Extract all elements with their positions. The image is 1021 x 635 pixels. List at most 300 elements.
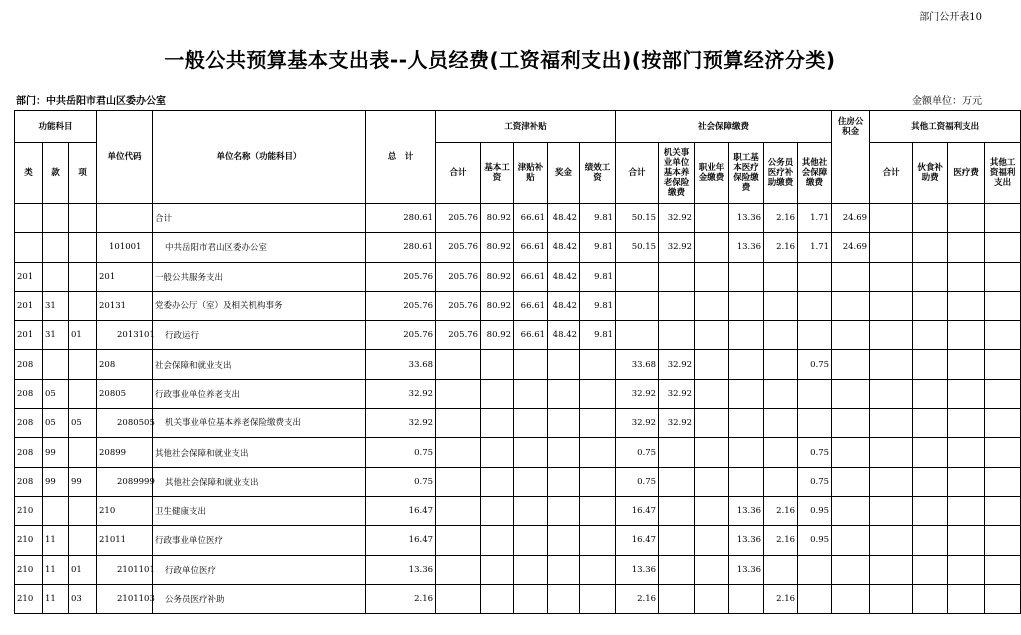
cell-lei: 210 [15,584,43,613]
cell-other [948,467,985,496]
cell-wage [548,496,580,525]
cell-wage [580,379,616,408]
cell-lei: 208 [15,467,43,496]
cell-other [870,467,913,496]
cell-other [948,584,985,613]
cell-social: 32.92 [659,379,695,408]
cell-kuan [43,350,69,379]
cell-other [913,204,948,233]
cell-housing [832,438,870,467]
cell-wage [580,409,616,438]
cell-social: 0.95 [798,496,832,525]
cell-housing: 24.69 [832,233,870,262]
cell-wage [514,555,548,584]
cell-other [985,233,1021,262]
cell-social [659,321,695,350]
cell-social [764,321,798,350]
cell-total: 2.16 [366,584,436,613]
cell-housing [832,526,870,555]
cell-other [985,409,1021,438]
cell-total: 32.92 [366,409,436,438]
cell-housing [832,409,870,438]
cell-housing [832,496,870,525]
header-wage-col: 津贴补贴 [514,143,548,204]
cell-lei: 208 [15,438,43,467]
table-number-label: 部门公开表10 [919,12,982,23]
cell-unit-code: 2101103 [97,584,153,613]
header-housing-fund: 住房公积金 [832,111,870,204]
cell-other [985,350,1021,379]
cell-other [948,438,985,467]
cell-social [729,291,764,320]
cell-wage: 205.76 [436,321,481,350]
cell-housing: 24.69 [832,204,870,233]
cell-other [870,262,913,291]
cell-total: 280.61 [366,233,436,262]
cell-unit-name: 行政运行 [153,321,366,350]
cell-social [659,526,695,555]
cell-xiang: 01 [69,555,97,584]
cell-social: 2.16 [764,233,798,262]
cell-social [729,350,764,379]
cell-housing [832,379,870,408]
cell-wage: 9.81 [580,233,616,262]
cell-wage [548,350,580,379]
cell-social [764,555,798,584]
cell-social [659,584,695,613]
cell-kuan [43,204,69,233]
cell-other [948,233,985,262]
header-func-subject: 功能科目 [15,111,97,143]
cell-other [948,379,985,408]
cell-xiang: 01 [69,321,97,350]
cell-other [870,409,913,438]
cell-social: 16.47 [616,526,659,555]
cell-xiang: 05 [69,409,97,438]
cell-total: 205.76 [366,262,436,291]
cell-wage: 48.42 [548,321,580,350]
cell-other [913,262,948,291]
cell-xiang [69,233,97,262]
cell-kuan: 31 [43,291,69,320]
cell-total: 0.75 [366,467,436,496]
cell-kuan: 11 [43,584,69,613]
cell-social [798,321,832,350]
cell-unit-name: 其他社会保障和就业支出 [153,467,366,496]
cell-wage [436,526,481,555]
cell-kuan: 05 [43,409,69,438]
cell-xiang [69,379,97,408]
cell-wage [436,379,481,408]
header-other-col: 其他工资福利支出 [985,143,1021,204]
cell-unit-name: 中共岳阳市君山区委办公室 [153,233,366,262]
page-title: 一般公共预算基本支出表--人员经费(工资福利支出)(按部门预算经济分类) [164,48,836,72]
cell-unit-code: 20805 [97,379,153,408]
cell-wage: 9.81 [580,291,616,320]
cell-xiang [69,526,97,555]
cell-unit-code [97,204,153,233]
cell-xiang: 03 [69,584,97,613]
cell-social [695,262,729,291]
cell-other [913,467,948,496]
cell-social: 0.75 [798,438,832,467]
cell-wage [514,438,548,467]
cell-other [948,409,985,438]
header-social-col: 职工基本医疗保险缴费 [729,143,764,204]
cell-wage: 80.92 [481,291,514,320]
cell-wage [548,438,580,467]
cell-housing [832,584,870,613]
cell-other [870,204,913,233]
cell-social: 2.16 [764,526,798,555]
cell-xiang: 99 [69,467,97,496]
header-unit-name: 单位名称（功能科目） [153,111,366,204]
cell-other [913,438,948,467]
cell-other [948,262,985,291]
cell-kuan: 05 [43,379,69,408]
cell-wage: 66.61 [514,233,548,262]
cell-wage [580,438,616,467]
table-row [15,291,1021,320]
header-lei: 类 [15,143,43,204]
cell-other [913,526,948,555]
cell-housing [832,467,870,496]
table-row [15,438,1021,467]
cell-unit-name: 党委办公厅（室）及相关机构事务 [153,291,366,320]
cell-other [948,321,985,350]
cell-social [695,204,729,233]
cell-unit-code: 2101101 [97,555,153,584]
cell-social [764,438,798,467]
cell-housing [832,262,870,291]
cell-total: 205.76 [366,321,436,350]
cell-social [659,438,695,467]
cell-other [913,496,948,525]
cell-social: 13.36 [729,496,764,525]
cell-wage: 66.61 [514,321,548,350]
cell-social [695,379,729,408]
cell-wage [436,350,481,379]
cell-unit-code: 20131 [97,291,153,320]
cell-wage: 48.42 [548,233,580,262]
cell-other [913,555,948,584]
cell-lei: 208 [15,409,43,438]
table-row [15,467,1021,496]
cell-wage [548,467,580,496]
table-body [15,204,1021,614]
cell-wage: 66.61 [514,204,548,233]
cell-wage [514,409,548,438]
cell-other [948,291,985,320]
header-total: 总 计 [366,111,436,204]
cell-social [695,496,729,525]
department-label: 部门：中共岳阳市君山区委办公室 [16,96,166,107]
cell-wage [580,555,616,584]
cell-social: 0.75 [616,467,659,496]
cell-social: 32.92 [659,409,695,438]
cell-social [616,321,659,350]
cell-lei: 210 [15,555,43,584]
cell-other [870,291,913,320]
cell-other [913,233,948,262]
cell-wage [514,584,548,613]
cell-lei: 201 [15,262,43,291]
cell-social: 0.75 [616,438,659,467]
cell-unit-code: 2013101 [97,321,153,350]
cell-social [764,467,798,496]
cell-wage [514,379,548,408]
cell-wage: 80.92 [481,233,514,262]
cell-xiang [69,438,97,467]
cell-wage: 80.92 [481,321,514,350]
header-kuan: 款 [43,143,69,204]
cell-social [616,291,659,320]
cell-wage [514,350,548,379]
cell-wage: 9.81 [580,262,616,291]
cell-wage [481,467,514,496]
cell-unit-name: 其他社会保障和就业支出 [153,438,366,467]
cell-unit-code: 210 [97,496,153,525]
cell-unit-name: 公务员医疗补助 [153,584,366,613]
cell-kuan: 99 [43,438,69,467]
cell-wage: 9.81 [580,204,616,233]
cell-unit-code: 20899 [97,438,153,467]
cell-social: 2.16 [764,584,798,613]
cell-kuan [43,262,69,291]
cell-kuan [43,233,69,262]
cell-other [870,496,913,525]
cell-housing [832,291,870,320]
cell-total: 280.61 [366,204,436,233]
table-row [15,204,1021,233]
cell-lei: 208 [15,379,43,408]
cell-wage [436,496,481,525]
cell-other [985,262,1021,291]
cell-wage [548,526,580,555]
cell-xiang [69,262,97,291]
cell-lei: 210 [15,496,43,525]
cell-total: 33.68 [366,350,436,379]
cell-social [695,584,729,613]
cell-social: 32.92 [659,233,695,262]
header-wage-group: 工资津补贴 [436,111,616,143]
cell-other [985,526,1021,555]
cell-xiang [69,204,97,233]
cell-social [764,262,798,291]
cell-other [870,584,913,613]
cell-wage: 66.61 [514,262,548,291]
cell-wage [580,526,616,555]
cell-wage [580,584,616,613]
cell-wage [481,496,514,525]
cell-xiang [69,350,97,379]
cell-wage [548,584,580,613]
cell-social [798,379,832,408]
cell-wage [481,379,514,408]
cell-social [695,526,729,555]
table-row [15,584,1021,613]
cell-wage: 205.76 [436,291,481,320]
cell-social [659,467,695,496]
cell-wage [436,438,481,467]
cell-other [870,321,913,350]
cell-social: 16.47 [616,496,659,525]
cell-social [798,584,832,613]
cell-unit-name: 行政单位医疗 [153,555,366,584]
cell-other [913,291,948,320]
table-row [15,321,1021,350]
cell-other [870,379,913,408]
cell-kuan: 11 [43,555,69,584]
cell-wage: 80.92 [481,204,514,233]
cell-other [985,204,1021,233]
header-social-col: 机关事业单位基本养老保险缴费 [659,143,695,204]
cell-social: 50.15 [616,233,659,262]
cell-other [913,584,948,613]
cell-wage: 48.42 [548,291,580,320]
cell-other [985,291,1021,320]
cell-wage [436,409,481,438]
cell-social: 0.95 [798,526,832,555]
cell-other [985,555,1021,584]
cell-social [729,262,764,291]
cell-lei: 210 [15,526,43,555]
cell-wage [481,438,514,467]
header-wage-col: 基本工资 [481,143,514,204]
cell-other [948,526,985,555]
cell-total: 0.75 [366,438,436,467]
cell-wage [481,409,514,438]
cell-total: 13.36 [366,555,436,584]
header-social-col: 职业年金缴费 [695,143,729,204]
cell-social [798,555,832,584]
cell-unit-code: 21011 [97,526,153,555]
cell-other [948,555,985,584]
cell-wage: 48.42 [548,262,580,291]
cell-social [695,555,729,584]
cell-housing [832,350,870,379]
cell-social: 1.71 [798,233,832,262]
amount-unit-label: 金额单位：万元 [912,96,982,107]
cell-unit-name: 行政事业单位养老支出 [153,379,366,408]
cell-lei: 201 [15,321,43,350]
cell-lei [15,233,43,262]
cell-social [659,496,695,525]
cell-social: 2.16 [616,584,659,613]
cell-social [764,379,798,408]
cell-social: 13.36 [616,555,659,584]
cell-wage [548,409,580,438]
cell-social [798,409,832,438]
cell-wage [514,496,548,525]
cell-social: 32.92 [616,379,659,408]
table-row [15,496,1021,525]
cell-wage [580,467,616,496]
cell-wage [580,496,616,525]
cell-unit-name: 行政事业单位医疗 [153,526,366,555]
cell-other [913,321,948,350]
cell-other [985,321,1021,350]
header-other-group: 其他工资福利支出 [870,111,1021,143]
cell-social [764,350,798,379]
cell-other [985,496,1021,525]
cell-social [798,262,832,291]
cell-wage [548,555,580,584]
header-xiang: 项 [69,143,97,204]
cell-wage [580,350,616,379]
cell-unit-code: 101001 [97,233,153,262]
cell-social [695,350,729,379]
cell-wage: 80.92 [481,262,514,291]
cell-unit-name: 卫生健康支出 [153,496,366,525]
header-social-group: 社会保障缴费 [616,111,832,143]
cell-kuan: 99 [43,467,69,496]
budget-table [14,110,1021,614]
cell-other [913,350,948,379]
cell-other [985,438,1021,467]
cell-other [870,526,913,555]
header-social-col: 公务员医疗补助缴费 [764,143,798,204]
cell-wage [481,350,514,379]
cell-social [729,467,764,496]
cell-total: 16.47 [366,496,436,525]
cell-wage: 205.76 [436,262,481,291]
table-row [15,379,1021,408]
cell-other [870,555,913,584]
table-row [15,262,1021,291]
cell-other [948,496,985,525]
cell-social [695,438,729,467]
cell-wage [436,467,481,496]
cell-social [659,262,695,291]
table-row [15,526,1021,555]
cell-social: 13.36 [729,526,764,555]
cell-unit-name: 机关事业单位基本养老保险缴费支出 [153,409,366,438]
cell-xiang [69,496,97,525]
cell-unit-code: 201 [97,262,153,291]
cell-other [948,204,985,233]
cell-other [913,379,948,408]
cell-wage [481,555,514,584]
header-social-col: 其他社会保障缴费 [798,143,832,204]
cell-social [798,291,832,320]
header-other-col: 医疗费 [948,143,985,204]
header-other-col: 合计 [870,143,913,204]
cell-wage: 205.76 [436,233,481,262]
cell-kuan: 11 [43,526,69,555]
cell-xiang [69,291,97,320]
cell-social: 0.75 [798,467,832,496]
header-other-col: 伙食补助费 [913,143,948,204]
cell-social: 50.15 [616,204,659,233]
cell-social [659,291,695,320]
cell-wage: 66.61 [514,291,548,320]
cell-wage [481,584,514,613]
cell-other [948,350,985,379]
cell-social: 0.75 [798,350,832,379]
cell-social [764,409,798,438]
cell-social [659,555,695,584]
cell-social: 13.36 [729,555,764,584]
cell-social [729,321,764,350]
table-row [15,233,1021,262]
cell-unit-code: 208 [97,350,153,379]
cell-other [870,233,913,262]
cell-kuan [43,496,69,525]
cell-social [695,291,729,320]
cell-social: 32.92 [616,409,659,438]
table-row [15,409,1021,438]
